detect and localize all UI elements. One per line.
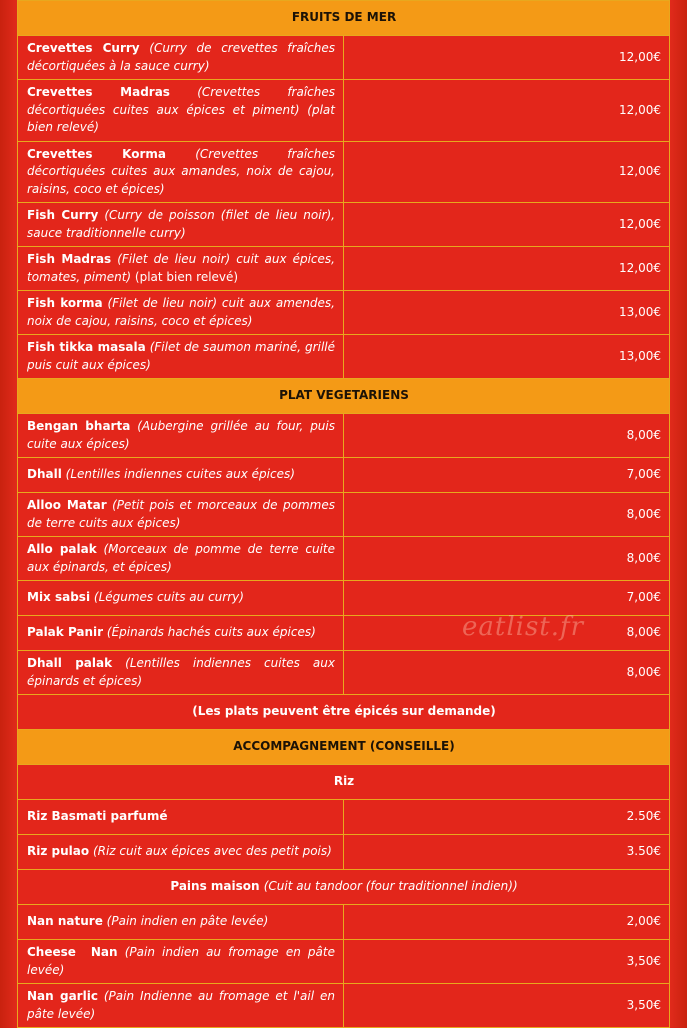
menu-item <box>18 335 670 379</box>
dish-price: 8,00€ <box>344 414 670 458</box>
menu-item <box>18 247 670 291</box>
dish-price: 12,00€ <box>344 141 670 203</box>
subsection-header-breads <box>18 870 670 905</box>
dish-price: 2,00€ <box>344 905 670 940</box>
dish-price: 3,50€ <box>344 940 670 984</box>
dish-name: Nan nature <box>27 914 103 929</box>
dish-description: (Crevettes fraîches décortiquées cuites aux épices et piment) (plat bien relevé) <box>27 85 335 134</box>
dish-name: Bengan bharta <box>27 419 131 433</box>
dish-name: Fish Curry <box>27 208 99 222</box>
menu-item <box>18 141 670 203</box>
menu-item <box>18 940 670 984</box>
dish-price: 8,00€ <box>344 651 670 695</box>
dish-description: (Pain Indienne au fromage et l'ail en pâte levée) <box>27 989 335 1021</box>
dish-description: (Morceaux de pomme de terre cuite aux épinards, et épices) <box>27 542 335 574</box>
dish-description: (Lentilles indiennes cuites aux épices) <box>65 467 295 482</box>
menu-item <box>18 80 670 142</box>
dish-description: (Curry de poisson (filet de lieu noir), sauce traditionnelle curry) <box>27 208 335 240</box>
dish-description: (Filet de lieu noir) cuit aux amendes, noix de cajou, raisins, coco et épices) <box>27 296 335 328</box>
menu-item <box>18 800 670 835</box>
menu-item <box>18 458 670 493</box>
dish-description: (Filet de lieu noir) cuit aux épices, tomates, piment) <box>27 252 335 284</box>
dish-price: 12,00€ <box>344 203 670 247</box>
dish-price: 3.50€ <box>344 835 670 870</box>
spice-note: (Les plats peuvent être épicés sur demande) <box>18 695 670 730</box>
dish-description: (Aubergine grillée au four, puis cuite aux épices) <box>27 419 335 451</box>
menu-item <box>18 203 670 247</box>
dish-name: Cheese Nan <box>27 945 118 959</box>
menu-item <box>18 537 670 581</box>
dish-name: Fish tikka masala <box>27 340 146 354</box>
section-title: FRUITS DE MER <box>18 1 670 36</box>
dish-price: 8,00€ <box>344 493 670 537</box>
dish-name: Nan garlic <box>27 989 98 1003</box>
menu-item <box>18 291 670 335</box>
spice-note-row <box>18 695 670 730</box>
dish-price: 8,00€ <box>344 616 670 651</box>
dish-description: (Lentilles indiennes cuites aux épinards et épices) <box>27 656 335 688</box>
dish-description: (Crevettes fraîches décortiquées cuites aux amandes, noix de cajou, raisins, coco et épices) <box>27 146 335 196</box>
dish-description: (Petit pois et morceaux de pommes de terre cuits aux épices) <box>27 498 335 530</box>
subsection-title: Pains maison <box>170 879 260 894</box>
dish-description: (Pain indien en pâte levée) <box>106 914 269 929</box>
subsection-description: (Cuit au tandoor (four traditionnel indien)) <box>263 879 518 894</box>
dish-price: 12,00€ <box>344 247 670 291</box>
menu-table <box>17 0 670 1028</box>
menu-item <box>18 905 670 940</box>
menu-item <box>18 581 670 616</box>
section-header-seafood <box>18 1 670 36</box>
dish-name: Fish korma <box>27 296 103 310</box>
menu-item <box>18 835 670 870</box>
dish-name: Crevettes Korma <box>27 146 166 161</box>
dish-name: Dhall palak <box>27 656 113 670</box>
site-watermark: eatlist.fr <box>462 612 585 642</box>
subsection-header-rice <box>18 765 670 800</box>
section-header-vegetarian <box>18 379 670 414</box>
dish-price: 13,00€ <box>344 335 670 379</box>
dish-description: (Pain indien au fromage en pâte levée) <box>27 945 335 977</box>
dish-description: (Légumes cuits au curry) <box>93 590 244 605</box>
dish-price: 8,00€ <box>344 537 670 581</box>
dish-price: 13,00€ <box>344 291 670 335</box>
dish-name: Crevettes Madras <box>27 85 170 99</box>
dish-price: 2.50€ <box>344 800 670 835</box>
dish-description: (Épinards hachés cuits aux épices) <box>106 625 316 640</box>
menu-item <box>18 414 670 458</box>
dish-name: Riz pulao <box>27 844 90 859</box>
dish-price: 7,00€ <box>344 458 670 493</box>
section-title: PLAT VEGETARIENS <box>18 379 670 414</box>
dish-name: Mix sabsi <box>27 590 91 605</box>
dish-price: 3,50€ <box>344 984 670 1028</box>
dish-name: Palak Panir <box>27 625 104 640</box>
section-header-sides <box>18 730 670 765</box>
subsection-title: Riz <box>18 765 670 800</box>
section-title: ACCOMPAGNEMENT (CONSEILLE) <box>18 730 670 765</box>
menu-item <box>18 36 670 80</box>
menu-item <box>18 616 670 651</box>
dish-name: Allo palak <box>27 542 97 556</box>
dish-name: Fish Madras <box>27 252 112 266</box>
dish-description: (Riz cuit aux épices avec des petit pois) <box>92 844 332 859</box>
dish-price: 7,00€ <box>344 581 670 616</box>
dish-name: Dhall <box>27 467 62 482</box>
dish-name: Alloo Matar <box>27 498 107 512</box>
dish-description: (Filet de saumon mariné, grillé puis cuit aux épices) <box>27 340 335 372</box>
dish-description: (Curry de crevettes fraîches décortiquées à la sauce curry) <box>27 41 335 73</box>
dish-extra-note: (plat bien relevé) <box>134 269 239 284</box>
dish-name: Riz Basmati parfumé <box>27 809 168 824</box>
dish-price: 12,00€ <box>344 36 670 80</box>
menu-item <box>18 984 670 1028</box>
menu-item <box>18 493 670 537</box>
menu-item <box>18 651 670 695</box>
dish-name: Crevettes Curry <box>27 41 140 55</box>
dish-price: 12,00€ <box>344 80 670 142</box>
